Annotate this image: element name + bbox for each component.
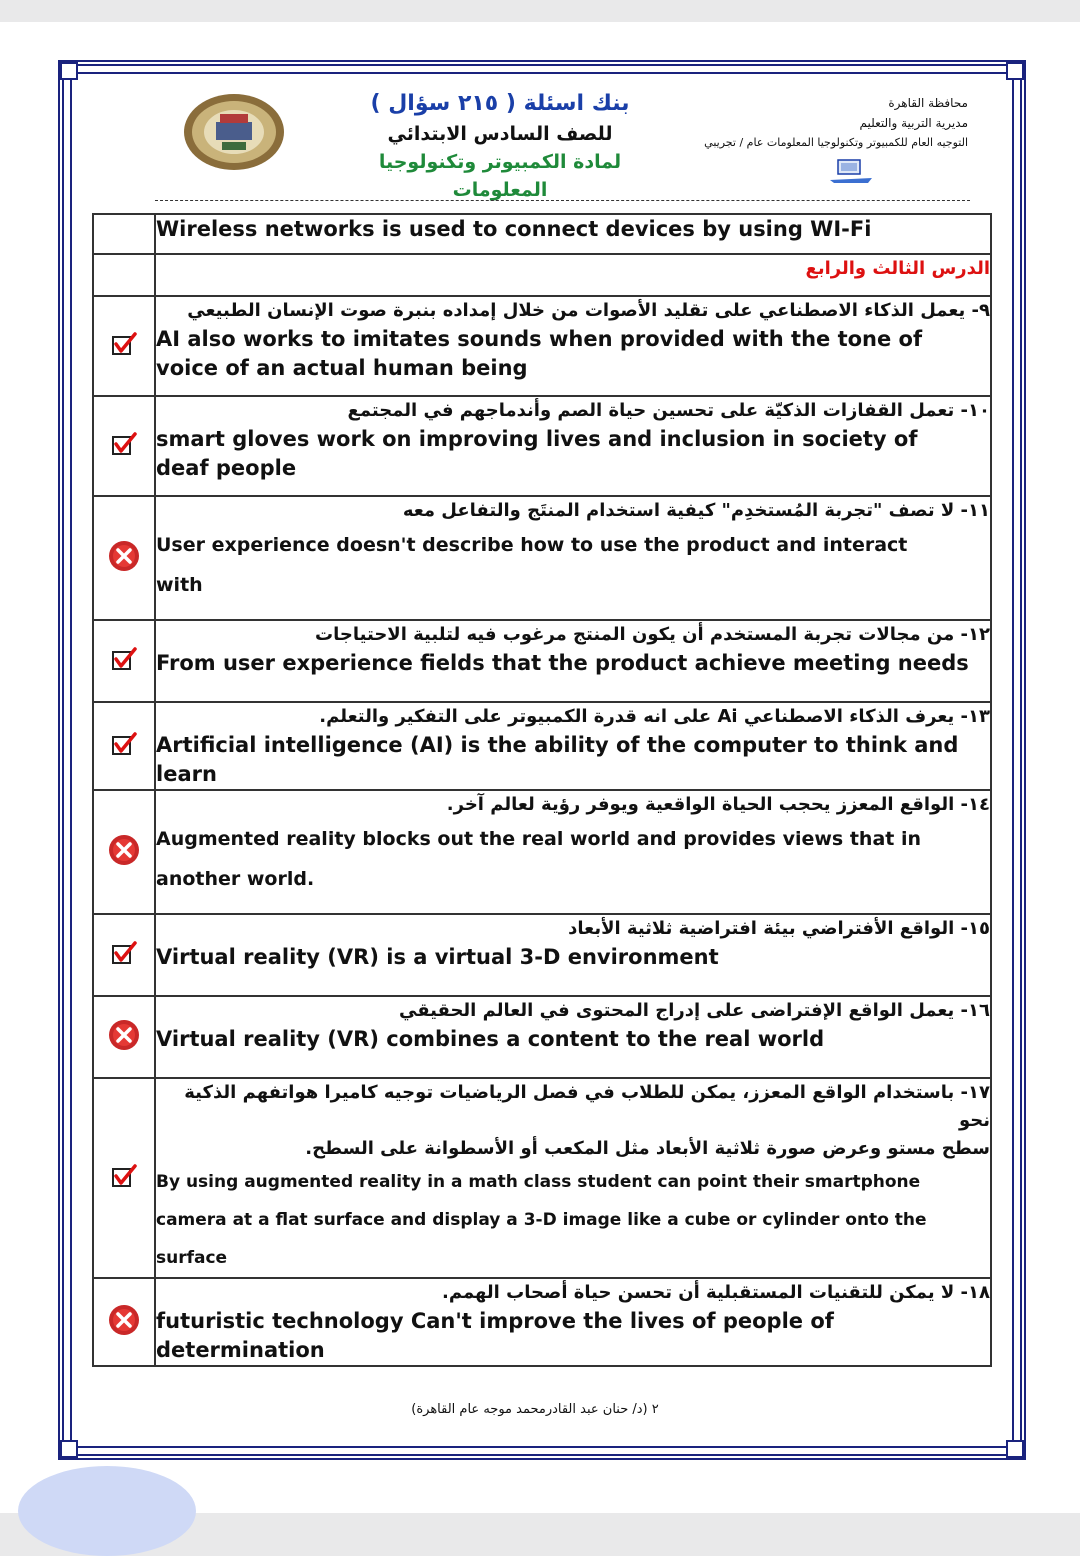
question-cell xyxy=(155,914,991,996)
cross-mark-icon xyxy=(108,1304,140,1336)
correct-mark xyxy=(111,431,137,461)
answer-mark-cell xyxy=(93,296,155,396)
answer-mark-cell xyxy=(93,1278,155,1366)
answer-mark-cell xyxy=(93,1078,155,1278)
directorate-seal-logo xyxy=(182,92,286,172)
check-mark-icon xyxy=(111,646,137,672)
floating-action-shape xyxy=(18,1466,196,1556)
english-statement: another world. xyxy=(156,868,315,890)
question-cell xyxy=(155,1078,991,1278)
english-statement: deaf people xyxy=(156,456,297,480)
correct-mark xyxy=(111,731,137,761)
subject-label: لمادة الكمبيوتر وتكنولوجيا المعلومات xyxy=(378,151,622,201)
question-row xyxy=(93,496,991,620)
question-cell xyxy=(155,396,991,496)
english-statement: Virtual reality (VR) is a virtual 3-D environment xyxy=(156,945,719,969)
wrong-mark xyxy=(108,834,140,870)
check-mark-icon xyxy=(111,1163,137,1189)
arabic-statement: ١٥- الواقع الأفتراضي بيئة افتراضية ثلاثية الأبعاد xyxy=(568,918,990,939)
english-statement: camera at a flat surface and display a 3-D image like a cube or cylinder onto the xyxy=(156,1210,927,1230)
header-divider xyxy=(155,200,970,201)
arabic-statement: ١٣- يعرف الذكاء الاصطناعي Ai على انه قدرة الكمبيوتر على التفكير والتعلم. xyxy=(319,706,990,727)
document-title: بنك اسئلة ( ٢١٥ سؤال ) xyxy=(370,91,630,116)
english-statement: Wireless networks is used to connect devices by using WI-Fi xyxy=(156,217,872,241)
question-cell xyxy=(155,620,991,702)
page-footer: ٢ (د/ حنان عبد القادرمحمد موجه عام القاهرة) xyxy=(411,1402,659,1417)
english-statement: with xyxy=(156,574,203,596)
question-cell xyxy=(155,496,991,620)
question-cell xyxy=(155,790,991,914)
arabic-statement: ١١- لا تصف "تجربة المُستخدِم" كيفية استخدام المنتَج والتفاعل معه xyxy=(402,500,990,521)
wrong-mark xyxy=(108,1304,140,1340)
arabic-statement: ١٦- يعمل الواقع الإفتراضى على إدراج المحتوى في العالم الحقيقي xyxy=(398,1000,990,1021)
answer-mark-cell xyxy=(93,790,155,914)
english-statement: Artificial intelligence (AI) is the ability of the computer to think and learn xyxy=(156,733,959,786)
questions-table xyxy=(92,213,992,1367)
wrong-mark xyxy=(108,1019,140,1055)
question-row xyxy=(93,996,991,1078)
english-statement: voice of an actual human being xyxy=(156,356,528,380)
cross-mark-icon xyxy=(108,540,140,572)
question-cell xyxy=(155,1278,991,1366)
grade-label: للصف السادس الابتدائي xyxy=(387,123,613,145)
question-cell xyxy=(155,996,991,1078)
arabic-statement: ١٢- من مجالات تجربة المستخدم أن يكون المنتج مرغوب فيه لتلبية الاحتياجات xyxy=(315,624,990,645)
answer-mark-cell xyxy=(93,254,155,296)
question-row xyxy=(93,790,991,914)
check-mark-icon xyxy=(111,431,137,457)
english-statement: Virtual reality (VR) combines a content to the real world xyxy=(156,1027,825,1051)
question-row xyxy=(93,620,991,702)
english-statement: User experience doesn't describe how to use the product and interact xyxy=(156,534,908,556)
ministry-header xyxy=(704,93,968,153)
arabic-statement: ١٤- الواقع المعزز يحجب الحياة الواقعية ويوفر رؤية لعالم آخر. xyxy=(446,794,990,815)
arabic-statement: ١٧- باستخدام الواقع المعزز، يمكن للطلاب في فصل الرياضيات توجيه كاميرا هواتفهم الذكية نحو xyxy=(184,1082,990,1131)
english-statement: From user experience fields that the product achieve meeting needs xyxy=(156,651,969,675)
english-statement: By using augmented reality in a math class student can point their smartphone xyxy=(156,1172,921,1192)
answer-mark-cell xyxy=(93,496,155,620)
answer-mark-cell xyxy=(93,214,155,254)
corner-ornament xyxy=(1006,1440,1024,1458)
question-cell xyxy=(155,214,991,254)
question-row xyxy=(93,254,991,296)
question-row xyxy=(93,702,991,790)
correct-mark xyxy=(111,940,137,970)
answer-mark-cell xyxy=(93,996,155,1078)
header-line: محافظة القاهرة xyxy=(888,96,968,110)
header-line: التوجيه العام للكمبيوتر وتكنولوجيا المعلومات عام / تجريبي xyxy=(704,136,968,149)
question-cell xyxy=(155,702,991,790)
arabic-statement: ١٨- لا يمكن للتقنيات المستقبلية أن تحسن حياة أصحاب الهمم. xyxy=(442,1282,990,1303)
document-title-block xyxy=(345,88,655,204)
computer-icon xyxy=(828,158,874,184)
arabic-statement: سطح مستو وعرض صورة ثلاثية الأبعاد مثل المكعب أو الأسطوانة على السطح. xyxy=(305,1138,990,1159)
check-mark-icon xyxy=(111,731,137,757)
cross-mark-icon xyxy=(108,834,140,866)
answer-mark-cell xyxy=(93,914,155,996)
lesson-heading: الدرس الثالث والرابع xyxy=(805,258,990,279)
english-statement: Augmented reality blocks out the real world and provides views that in xyxy=(156,828,922,850)
english-statement: futuristic technology Can't improve the lives of people of determination xyxy=(156,1309,834,1362)
english-statement: surface xyxy=(156,1248,228,1268)
check-mark-icon xyxy=(111,331,137,357)
arabic-statement: ١٠- تعمل القفازات الذكيّة على تحسين حياة الصم وأندماجهم في المجتمع xyxy=(347,400,990,421)
check-mark-icon xyxy=(111,940,137,966)
cross-mark-icon xyxy=(108,1019,140,1051)
english-statement: AI also works to imitates sounds when provided with the tone of xyxy=(156,327,923,351)
question-cell xyxy=(155,254,991,296)
correct-mark xyxy=(111,646,137,676)
english-statement: smart gloves work on improving lives and inclusion in society of xyxy=(156,427,918,451)
question-row xyxy=(93,1078,991,1278)
answer-mark-cell xyxy=(93,620,155,702)
question-row xyxy=(93,396,991,496)
question-row xyxy=(93,1278,991,1366)
answer-mark-cell xyxy=(93,702,155,790)
question-row xyxy=(93,214,991,254)
answer-mark-cell xyxy=(93,396,155,496)
corner-ornament xyxy=(1006,62,1024,80)
question-row xyxy=(93,914,991,996)
correct-mark xyxy=(111,1163,137,1193)
header-line: مديرية التربية والتعليم xyxy=(859,116,968,130)
question-row xyxy=(93,296,991,396)
correct-mark xyxy=(111,331,137,361)
arabic-statement: ٩- يعمل الذكاء الاصطناعي على تقليد الأصوات من خلال إمداده بنبرة صوت الإنسان الطبيعي xyxy=(187,300,990,321)
corner-ornament xyxy=(60,1440,78,1458)
corner-ornament xyxy=(60,62,78,80)
question-cell xyxy=(155,296,991,396)
wrong-mark xyxy=(108,540,140,576)
